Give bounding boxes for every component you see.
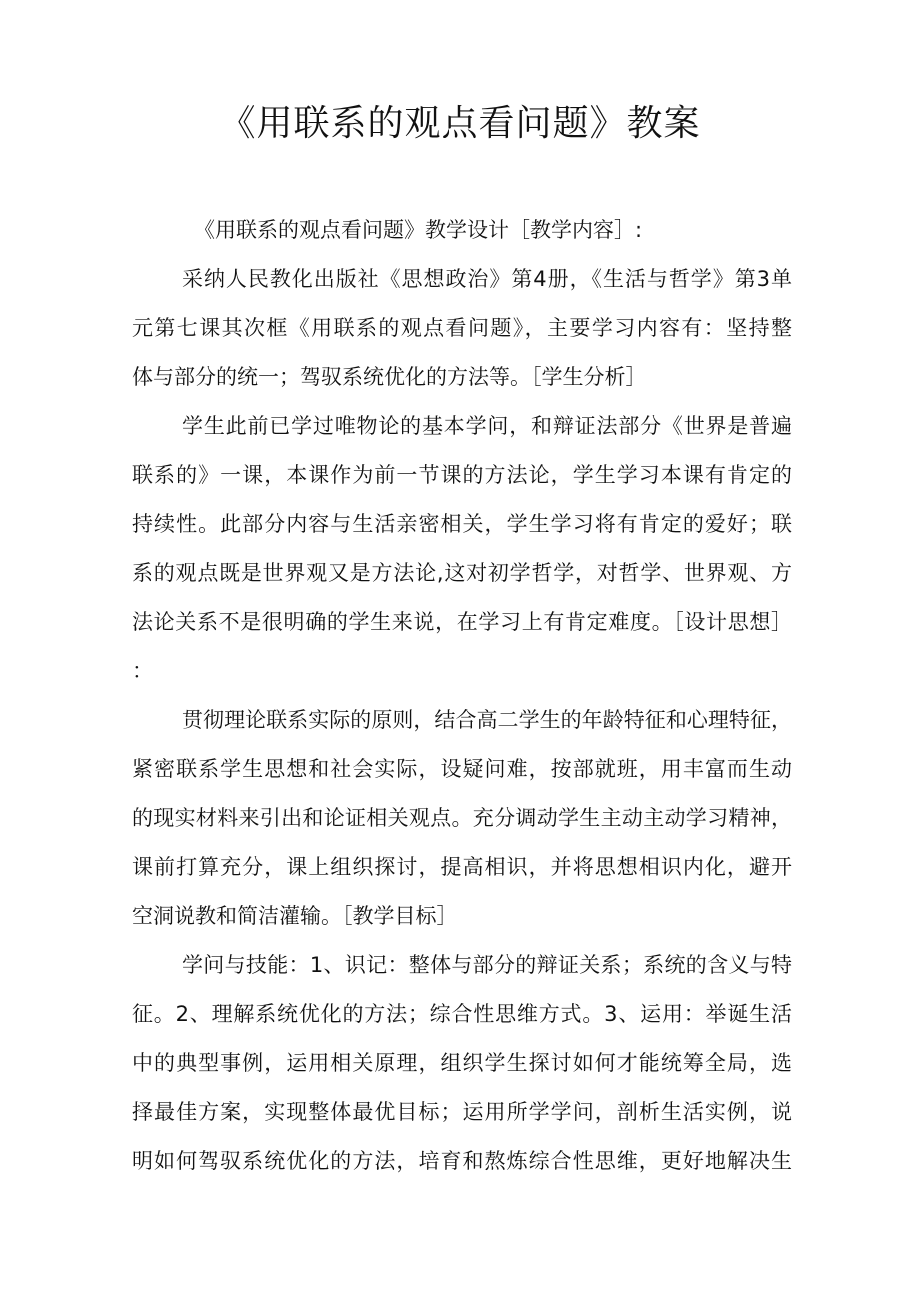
document-body	[132, 218, 792, 1198]
paragraph-line: 课前打算充分，课上组织探讨，提高相识，并将思想相识内化，避开	[132, 855, 792, 879]
paragraph-line: 法论关系不是很明确的学生来说，在学习上有肯定难度。［设计思想］	[132, 610, 792, 634]
paragraph-line: 联系的》一课，本课作为前一节课的方法论，学生学习本课有肯定的	[132, 463, 792, 487]
paragraph-line: 体与部分的统一；驾驭系统优化的方法等。［学生分析］	[132, 365, 647, 389]
paragraph-line: 《用联系的观点看问题》教学设计［教学内容］:	[194, 218, 643, 242]
paragraph-line: 学问与技能：1、识记：整体与部分的辩证关系；系统的含义与特	[182, 953, 792, 977]
paragraph-line: 择最佳方案，实现整体最优目标；运用所学学问，剖析生活实例，说	[132, 1100, 792, 1124]
paragraph-line: 贯彻理论联系实际的原则，结合高二学生的年龄特征和心理特征，	[182, 708, 792, 732]
paragraph-line: 征。2、理解系统优化的方法；综合性思维方式。3、运用：举诞生活	[132, 1002, 792, 1026]
paragraph-line: ：	[132, 659, 153, 683]
paragraph-line: 采纳人民教化出版社《思想政治》第4册，《生活与哲学》第3单	[182, 267, 792, 291]
paragraph-line: 明如何驾驭系统优化的方法，培育和熬炼综合性思维，更好地解决生	[132, 1149, 792, 1173]
paragraph-line: 系的观点既是世界观又是方法论,这对初学哲学，对哲学、世界观、方	[132, 561, 792, 585]
document-title: 《用联系的观点看问题》教案	[219, 103, 701, 144]
paragraph-line: 元第七课其次框《用联系的观点看问题》，主要学习内容有：坚持整	[132, 316, 792, 340]
paragraph-line: 中的典型事例，运用相关原理，组织学生探讨如何才能统筹全局，选	[132, 1051, 792, 1075]
paragraph-line: 的现实材料来引出和论证相关观点。充分调动学生主动主动学习精神，	[132, 806, 792, 830]
paragraph-line: 学生此前已学过唯物论的基本学问，和辩证法部分《世界是普遍	[182, 414, 792, 438]
paragraph-line: 持续性。此部分内容与生活亲密相关，学生学习将有肯定的爱好；联	[132, 512, 792, 536]
paragraph-line: 空洞说教和简洁灌输。［教学目标］	[132, 904, 458, 928]
paragraph-line: 紧密联系学生思想和社会实际，设疑问难，按部就班，用丰富而生动	[132, 757, 792, 781]
